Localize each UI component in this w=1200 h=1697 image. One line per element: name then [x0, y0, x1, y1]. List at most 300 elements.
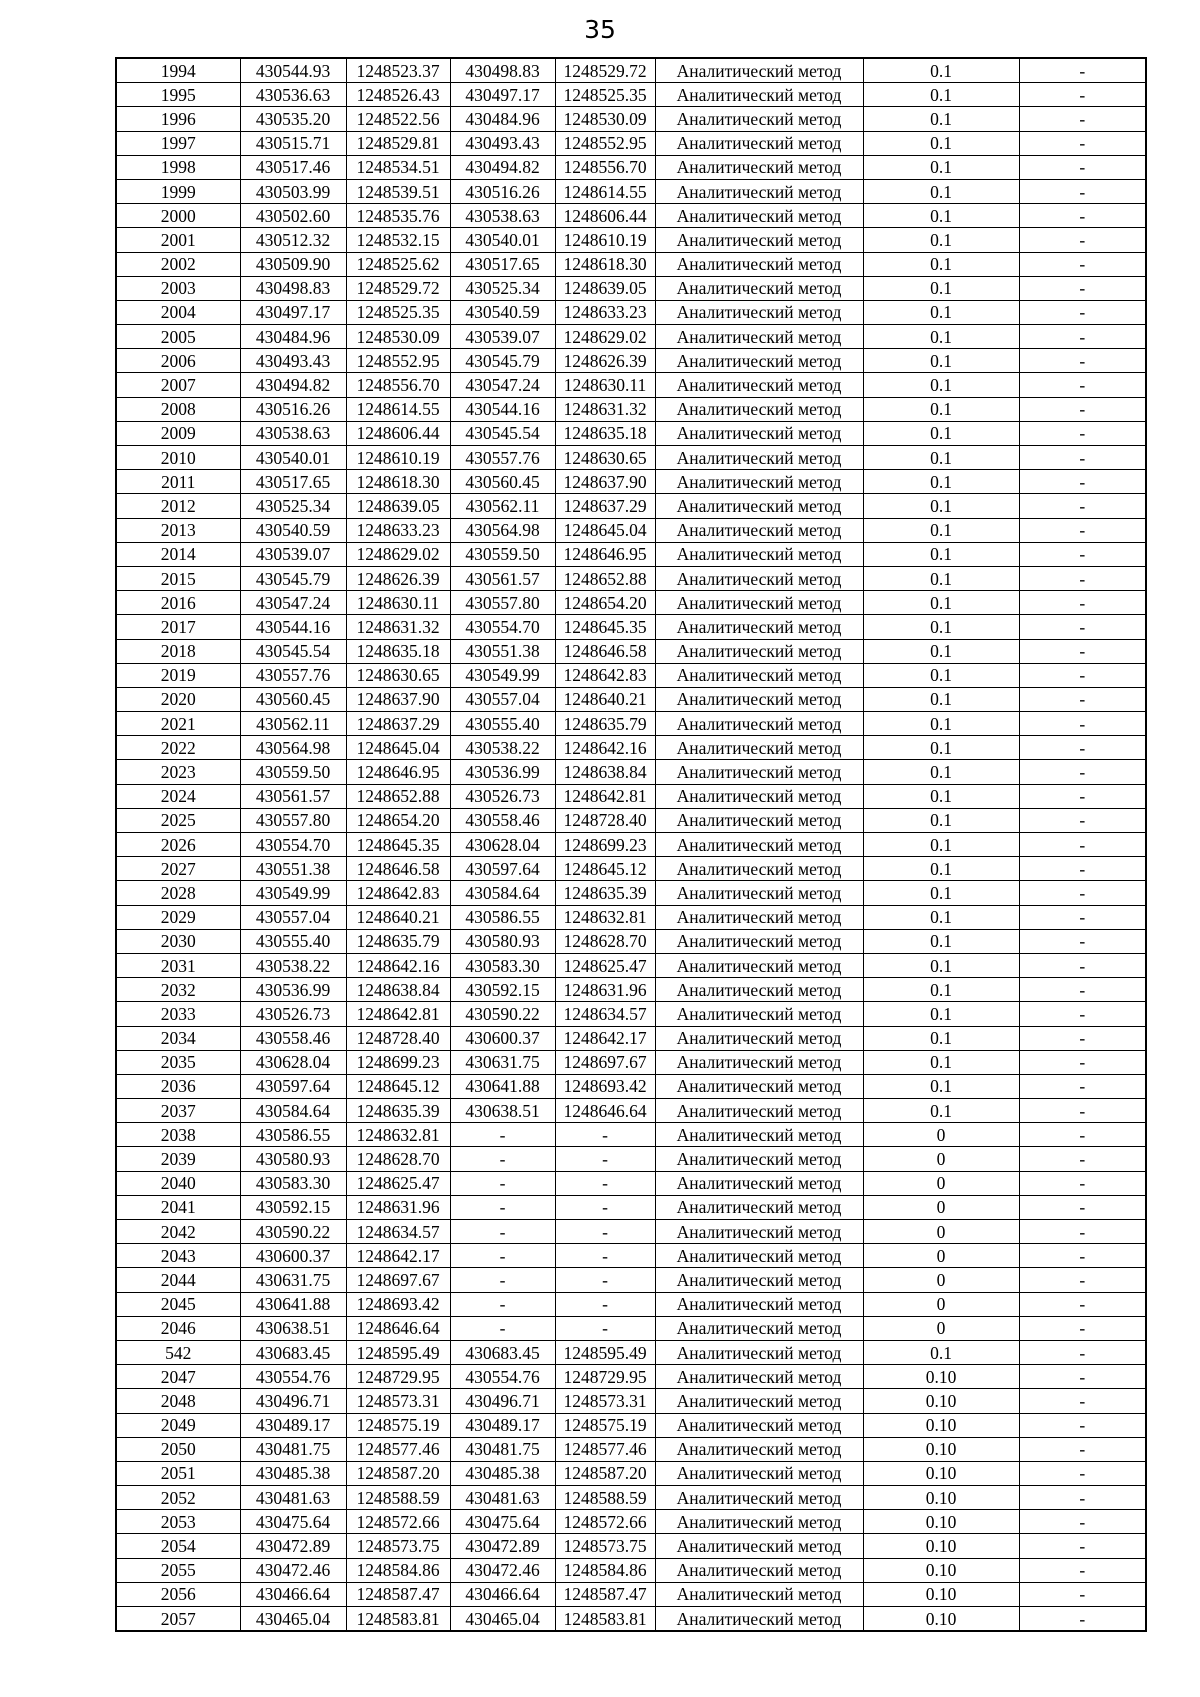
method-cell: Аналитический метод [655, 1195, 863, 1219]
table-row [116, 929, 1146, 953]
point-number-cell: 2039 [116, 1147, 240, 1171]
note-cell: - [1019, 300, 1146, 324]
method-cell: Аналитический метод [655, 1123, 863, 1147]
y-old-cell: 1248654.20 [346, 808, 450, 832]
y-old-cell: 1248573.75 [346, 1534, 450, 1558]
point-number-cell: 2030 [116, 929, 240, 953]
note-cell: - [1019, 252, 1146, 276]
x-old-cell: 430538.63 [240, 421, 346, 445]
x-old-cell: 430502.60 [240, 204, 346, 228]
table-row [116, 857, 1146, 881]
coordinates-table [115, 57, 1147, 1632]
y-old-cell: 1248618.30 [346, 470, 450, 494]
y-new-cell: 1248606.44 [555, 204, 655, 228]
x-new-cell: 430561.57 [450, 566, 555, 590]
x-new-cell: 430475.64 [450, 1510, 555, 1534]
table-row [116, 760, 1146, 784]
y-new-cell: 1248645.04 [555, 518, 655, 542]
y-old-cell: 1248629.02 [346, 542, 450, 566]
accuracy-cell: 0 [863, 1316, 1019, 1340]
y-new-cell: 1248630.11 [555, 373, 655, 397]
x-old-cell: 430549.99 [240, 881, 346, 905]
method-cell: Аналитический метод [655, 784, 863, 808]
accuracy-cell: 0.1 [863, 687, 1019, 711]
table-row [116, 397, 1146, 421]
y-new-cell: 1248646.58 [555, 639, 655, 663]
x-old-cell: 430561.57 [240, 784, 346, 808]
point-number-cell: 2040 [116, 1171, 240, 1195]
y-old-cell: 1248729.95 [346, 1365, 450, 1389]
accuracy-cell: 0.1 [863, 881, 1019, 905]
point-number-cell: 2036 [116, 1074, 240, 1098]
y-old-cell: 1248642.81 [346, 1002, 450, 1026]
table-row [116, 1171, 1146, 1195]
y-new-cell: 1248583.81 [555, 1607, 655, 1632]
point-number-cell: 2008 [116, 397, 240, 421]
note-cell: - [1019, 857, 1146, 881]
x-old-cell: 430562.11 [240, 712, 346, 736]
note-cell: - [1019, 1534, 1146, 1558]
x-old-cell: 430472.89 [240, 1534, 346, 1558]
x-old-cell: 430517.65 [240, 470, 346, 494]
method-cell: Аналитический метод [655, 1389, 863, 1413]
table-row [116, 1558, 1146, 1582]
y-new-cell: 1248626.39 [555, 349, 655, 373]
method-cell: Аналитический метод [655, 1026, 863, 1050]
x-new-cell: 430549.99 [450, 663, 555, 687]
method-cell: Аналитический метод [655, 639, 863, 663]
x-new-cell: - [450, 1292, 555, 1316]
point-number-cell: 2029 [116, 905, 240, 929]
x-new-cell: - [450, 1123, 555, 1147]
y-old-cell: 1248693.42 [346, 1292, 450, 1316]
x-new-cell: 430465.04 [450, 1607, 555, 1632]
y-old-cell: 1248577.46 [346, 1437, 450, 1461]
y-old-cell: 1248529.81 [346, 131, 450, 155]
point-number-cell: 2009 [116, 421, 240, 445]
y-new-cell: 1248629.02 [555, 325, 655, 349]
table-row [116, 978, 1146, 1002]
x-old-cell: 430526.73 [240, 1002, 346, 1026]
accuracy-cell: 0 [863, 1292, 1019, 1316]
accuracy-cell: 0.1 [863, 131, 1019, 155]
accuracy-cell: 0.1 [863, 155, 1019, 179]
point-number-cell: 2016 [116, 591, 240, 615]
note-cell: - [1019, 784, 1146, 808]
x-old-cell: 430515.71 [240, 131, 346, 155]
note-cell: - [1019, 1195, 1146, 1219]
note-cell: - [1019, 978, 1146, 1002]
x-old-cell: 430503.99 [240, 179, 346, 203]
method-cell: Аналитический метод [655, 1534, 863, 1558]
x-new-cell: 430584.64 [450, 881, 555, 905]
note-cell: - [1019, 1244, 1146, 1268]
method-cell: Аналитический метод [655, 1365, 863, 1389]
y-old-cell: 1248535.76 [346, 204, 450, 228]
note-cell: - [1019, 1074, 1146, 1098]
y-old-cell: 1248634.57 [346, 1220, 450, 1244]
x-new-cell: 430597.64 [450, 857, 555, 881]
method-cell: Аналитический метод [655, 1002, 863, 1026]
method-cell: Аналитический метод [655, 204, 863, 228]
x-new-cell: - [450, 1316, 555, 1340]
y-old-cell: 1248642.83 [346, 881, 450, 905]
y-old-cell: 1248628.70 [346, 1147, 450, 1171]
method-cell: Аналитический метод [655, 663, 863, 687]
y-new-cell: 1248529.72 [555, 58, 655, 83]
point-number-cell: 2007 [116, 373, 240, 397]
y-new-cell: 1248556.70 [555, 155, 655, 179]
y-new-cell: 1248587.47 [555, 1582, 655, 1606]
y-new-cell: 1248635.79 [555, 712, 655, 736]
table-row [116, 494, 1146, 518]
table-row [116, 228, 1146, 252]
accuracy-cell: 0.1 [863, 300, 1019, 324]
y-new-cell: 1248631.32 [555, 397, 655, 421]
table-body [116, 58, 1146, 1631]
table-row [116, 204, 1146, 228]
method-cell: Аналитический метод [655, 1171, 863, 1195]
point-number-cell: 2024 [116, 784, 240, 808]
y-old-cell: 1248529.72 [346, 276, 450, 300]
table-row [116, 155, 1146, 179]
x-new-cell: - [450, 1147, 555, 1171]
table-row [116, 1510, 1146, 1534]
x-old-cell: 430493.43 [240, 349, 346, 373]
y-old-cell: 1248728.40 [346, 1026, 450, 1050]
note-cell: - [1019, 1582, 1146, 1606]
method-cell: Аналитический метод [655, 252, 863, 276]
method-cell: Аналитический метод [655, 1316, 863, 1340]
accuracy-cell: 0.1 [863, 228, 1019, 252]
accuracy-cell: 0.1 [863, 1002, 1019, 1026]
table-row [116, 687, 1146, 711]
x-new-cell: 430600.37 [450, 1026, 555, 1050]
x-new-cell: 430540.01 [450, 228, 555, 252]
y-new-cell: 1248632.81 [555, 905, 655, 929]
x-new-cell: 430496.71 [450, 1389, 555, 1413]
y-new-cell: - [555, 1220, 655, 1244]
x-old-cell: 430535.20 [240, 107, 346, 131]
table-row [116, 712, 1146, 736]
point-number-cell: 2034 [116, 1026, 240, 1050]
x-new-cell: 430564.98 [450, 518, 555, 542]
y-new-cell: 1248645.12 [555, 857, 655, 881]
y-old-cell: 1248631.32 [346, 615, 450, 639]
x-new-cell: 430516.26 [450, 179, 555, 203]
note-cell: - [1019, 591, 1146, 615]
table-row [116, 833, 1146, 857]
method-cell: Аналитический метод [655, 833, 863, 857]
y-new-cell: 1248525.35 [555, 83, 655, 107]
x-old-cell: 430683.45 [240, 1340, 346, 1364]
point-number-cell: 2041 [116, 1195, 240, 1219]
accuracy-cell: 0.10 [863, 1582, 1019, 1606]
note-cell: - [1019, 1486, 1146, 1510]
accuracy-cell: 0.1 [863, 1074, 1019, 1098]
x-old-cell: 430525.34 [240, 494, 346, 518]
table-row [116, 1292, 1146, 1316]
x-new-cell: 430641.88 [450, 1074, 555, 1098]
table-row [116, 1147, 1146, 1171]
table-row [116, 325, 1146, 349]
y-old-cell: 1248630.65 [346, 663, 450, 687]
y-old-cell: 1248583.81 [346, 1607, 450, 1632]
note-cell: - [1019, 1461, 1146, 1485]
y-new-cell: 1248646.95 [555, 542, 655, 566]
note-cell: - [1019, 1437, 1146, 1461]
table-row [116, 639, 1146, 663]
method-cell: Аналитический метод [655, 857, 863, 881]
accuracy-cell: 0.1 [863, 712, 1019, 736]
note-cell: - [1019, 1413, 1146, 1437]
accuracy-cell: 0 [863, 1220, 1019, 1244]
accuracy-cell: 0.1 [863, 639, 1019, 663]
table-row [116, 1268, 1146, 1292]
point-number-cell: 1997 [116, 131, 240, 155]
y-old-cell: 1248523.37 [346, 58, 450, 83]
x-old-cell: 430557.80 [240, 808, 346, 832]
table-row [116, 905, 1146, 929]
point-number-cell: 2020 [116, 687, 240, 711]
note-cell: - [1019, 953, 1146, 977]
table-row [116, 349, 1146, 373]
y-new-cell: 1248575.19 [555, 1413, 655, 1437]
y-old-cell: 1248552.95 [346, 349, 450, 373]
note-cell: - [1019, 1147, 1146, 1171]
y-new-cell: 1248638.84 [555, 760, 655, 784]
accuracy-cell: 0.1 [863, 760, 1019, 784]
method-cell: Аналитический метод [655, 615, 863, 639]
point-number-cell: 2026 [116, 833, 240, 857]
y-new-cell: 1248577.46 [555, 1437, 655, 1461]
x-old-cell: 430516.26 [240, 397, 346, 421]
table-row [116, 1389, 1146, 1413]
method-cell: Аналитический метод [655, 1437, 863, 1461]
method-cell: Аналитический метод [655, 1074, 863, 1098]
y-new-cell: 1248699.23 [555, 833, 655, 857]
x-old-cell: 430496.71 [240, 1389, 346, 1413]
method-cell: Аналитический метод [655, 373, 863, 397]
x-new-cell: - [450, 1244, 555, 1268]
x-old-cell: 430481.63 [240, 1486, 346, 1510]
method-cell: Аналитический метод [655, 1558, 863, 1582]
point-number-cell: 2042 [116, 1220, 240, 1244]
point-number-cell: 1994 [116, 58, 240, 83]
point-number-cell: 2011 [116, 470, 240, 494]
table-row [116, 83, 1146, 107]
note-cell: - [1019, 687, 1146, 711]
method-cell: Аналитический метод [655, 687, 863, 711]
y-new-cell: 1248654.20 [555, 591, 655, 615]
accuracy-cell: 0.10 [863, 1534, 1019, 1558]
y-old-cell: 1248630.11 [346, 591, 450, 615]
y-old-cell: 1248525.62 [346, 252, 450, 276]
y-old-cell: 1248614.55 [346, 397, 450, 421]
point-number-cell: 2038 [116, 1123, 240, 1147]
method-cell: Аналитический метод [655, 155, 863, 179]
method-cell: Аналитический метод [655, 1582, 863, 1606]
method-cell: Аналитический метод [655, 494, 863, 518]
table-row [116, 1316, 1146, 1340]
table-row [116, 1050, 1146, 1074]
y-old-cell: 1248625.47 [346, 1171, 450, 1195]
note-cell: - [1019, 446, 1146, 470]
accuracy-cell: 0.1 [863, 808, 1019, 832]
accuracy-cell: 0 [863, 1147, 1019, 1171]
y-new-cell: 1248587.20 [555, 1461, 655, 1485]
note-cell: - [1019, 421, 1146, 445]
x-new-cell: - [450, 1195, 555, 1219]
y-old-cell: 1248534.51 [346, 155, 450, 179]
method-cell: Аналитический метод [655, 1268, 863, 1292]
table-row [116, 1607, 1146, 1632]
table-row [116, 542, 1146, 566]
point-number-cell: 2001 [116, 228, 240, 252]
note-cell: - [1019, 1558, 1146, 1582]
x-new-cell: 430497.17 [450, 83, 555, 107]
x-old-cell: 430536.99 [240, 978, 346, 1002]
method-cell: Аналитический метод [655, 905, 863, 929]
y-new-cell: 1248584.86 [555, 1558, 655, 1582]
y-old-cell: 1248606.44 [346, 421, 450, 445]
y-new-cell: 1248645.35 [555, 615, 655, 639]
x-new-cell: 430590.22 [450, 1002, 555, 1026]
method-cell: Аналитический метод [655, 542, 863, 566]
x-new-cell: 430472.89 [450, 1534, 555, 1558]
method-cell: Аналитический метод [655, 1486, 863, 1510]
table-row [116, 736, 1146, 760]
y-new-cell: - [555, 1316, 655, 1340]
y-old-cell: 1248525.35 [346, 300, 450, 324]
y-new-cell: 1248552.95 [555, 131, 655, 155]
y-new-cell: 1248630.65 [555, 446, 655, 470]
x-new-cell: 430489.17 [450, 1413, 555, 1437]
accuracy-cell: 0.1 [863, 276, 1019, 300]
accuracy-cell: 0.1 [863, 615, 1019, 639]
note-cell: - [1019, 1292, 1146, 1316]
point-number-cell: 2005 [116, 325, 240, 349]
point-number-cell: 1998 [116, 155, 240, 179]
table-row [116, 252, 1146, 276]
x-new-cell: 430683.45 [450, 1340, 555, 1364]
x-new-cell: 430539.07 [450, 325, 555, 349]
note-cell: - [1019, 833, 1146, 857]
accuracy-cell: 0.1 [863, 325, 1019, 349]
point-number-cell: 2022 [116, 736, 240, 760]
y-old-cell: 1248637.29 [346, 712, 450, 736]
x-new-cell: 430517.65 [450, 252, 555, 276]
y-new-cell: 1248637.29 [555, 494, 655, 518]
y-new-cell: 1248635.39 [555, 881, 655, 905]
x-old-cell: 430498.83 [240, 276, 346, 300]
accuracy-cell: 0.10 [863, 1365, 1019, 1389]
note-cell: - [1019, 542, 1146, 566]
note-cell: - [1019, 712, 1146, 736]
x-old-cell: 430592.15 [240, 1195, 346, 1219]
table-row [116, 373, 1146, 397]
table-row [116, 1002, 1146, 1026]
note-cell: - [1019, 131, 1146, 155]
y-new-cell: - [555, 1244, 655, 1268]
x-new-cell: 430484.96 [450, 107, 555, 131]
note-cell: - [1019, 494, 1146, 518]
method-cell: Аналитический метод [655, 566, 863, 590]
x-old-cell: 430560.45 [240, 687, 346, 711]
x-new-cell: 430551.38 [450, 639, 555, 663]
x-old-cell: 430638.51 [240, 1316, 346, 1340]
y-old-cell: 1248633.23 [346, 518, 450, 542]
point-number-cell: 2047 [116, 1365, 240, 1389]
x-old-cell: 430564.98 [240, 736, 346, 760]
y-new-cell: 1248639.05 [555, 276, 655, 300]
x-new-cell: 430472.46 [450, 1558, 555, 1582]
y-old-cell: 1248642.16 [346, 953, 450, 977]
method-cell: Аналитический метод [655, 470, 863, 494]
point-number-cell: 2032 [116, 978, 240, 1002]
y-new-cell: 1248625.47 [555, 953, 655, 977]
method-cell: Аналитический метод [655, 300, 863, 324]
table-row [116, 107, 1146, 131]
accuracy-cell: 0.1 [863, 784, 1019, 808]
accuracy-cell: 0.1 [863, 663, 1019, 687]
point-number-cell: 2055 [116, 1558, 240, 1582]
x-old-cell: 430465.04 [240, 1607, 346, 1632]
note-cell: - [1019, 325, 1146, 349]
accuracy-cell: 0.1 [863, 204, 1019, 228]
note-cell: - [1019, 58, 1146, 83]
note-cell: - [1019, 639, 1146, 663]
note-cell: - [1019, 228, 1146, 252]
y-old-cell: 1248645.12 [346, 1074, 450, 1098]
y-old-cell: 1248556.70 [346, 373, 450, 397]
note-cell: - [1019, 663, 1146, 687]
note-cell: - [1019, 1607, 1146, 1632]
method-cell: Аналитический метод [655, 760, 863, 784]
note-cell: - [1019, 1050, 1146, 1074]
y-new-cell: 1248646.64 [555, 1099, 655, 1123]
note-cell: - [1019, 373, 1146, 397]
accuracy-cell: 0.10 [863, 1389, 1019, 1413]
y-old-cell: 1248646.95 [346, 760, 450, 784]
y-old-cell: 1248699.23 [346, 1050, 450, 1074]
x-new-cell: 430481.63 [450, 1486, 555, 1510]
table-row [116, 953, 1146, 977]
note-cell: - [1019, 1340, 1146, 1364]
table-row [116, 470, 1146, 494]
note-cell: - [1019, 155, 1146, 179]
method-cell: Аналитический метод [655, 518, 863, 542]
note-cell: - [1019, 1123, 1146, 1147]
y-new-cell: - [555, 1195, 655, 1219]
method-cell: Аналитический метод [655, 978, 863, 1002]
method-cell: Аналитический метод [655, 953, 863, 977]
accuracy-cell: 0 [863, 1244, 1019, 1268]
x-old-cell: 430484.96 [240, 325, 346, 349]
y-new-cell: 1248595.49 [555, 1340, 655, 1364]
accuracy-cell: 0.1 [863, 591, 1019, 615]
x-new-cell: 430494.82 [450, 155, 555, 179]
x-new-cell: 430562.11 [450, 494, 555, 518]
y-new-cell: 1248637.90 [555, 470, 655, 494]
x-new-cell: - [450, 1171, 555, 1195]
accuracy-cell: 0.1 [863, 494, 1019, 518]
x-old-cell: 430554.70 [240, 833, 346, 857]
note-cell: - [1019, 881, 1146, 905]
x-old-cell: 430628.04 [240, 1050, 346, 1074]
y-old-cell: 1248573.31 [346, 1389, 450, 1413]
method-cell: Аналитический метод [655, 1244, 863, 1268]
